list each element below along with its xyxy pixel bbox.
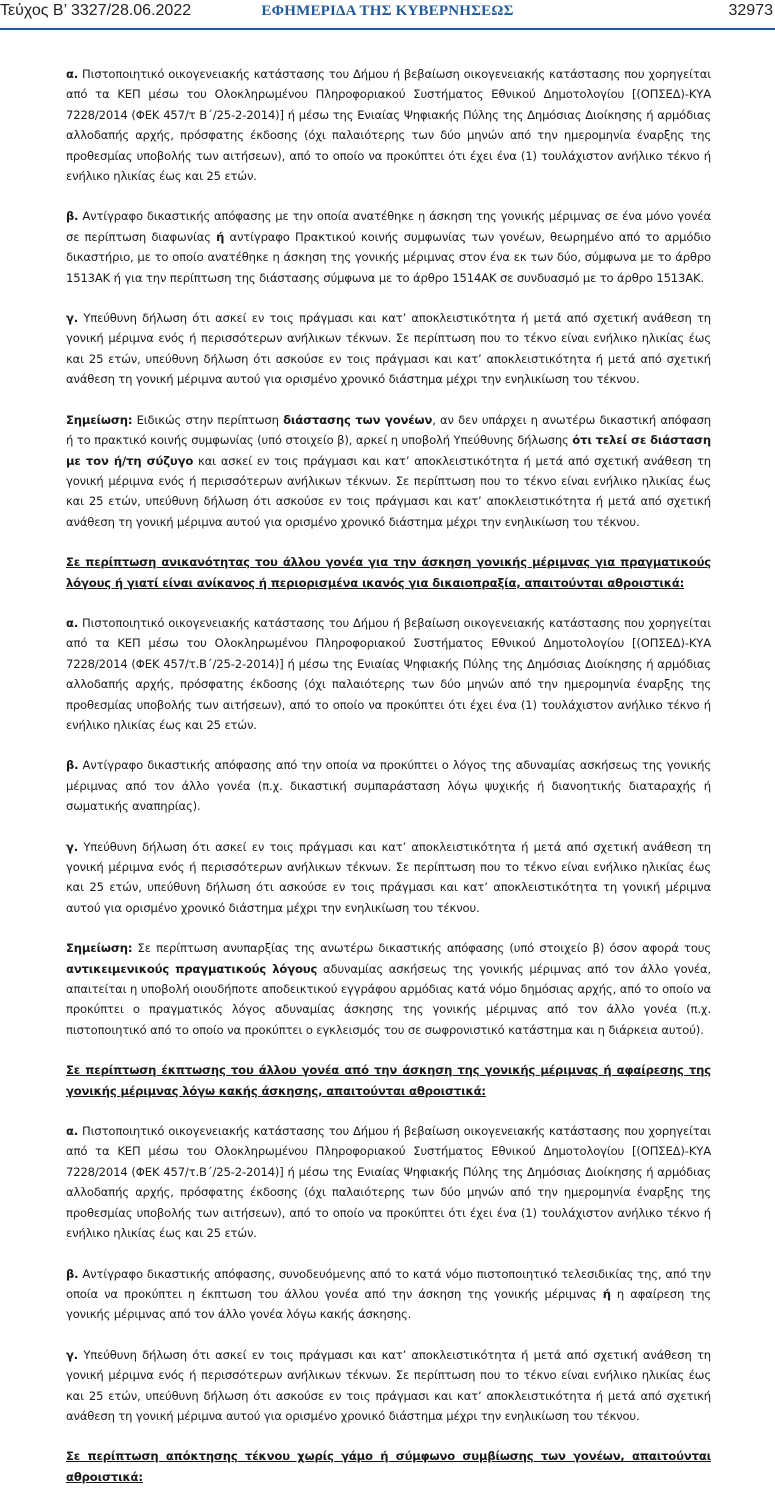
- note-text: Σε περίπτωση ανυπαρξίας της ανωτέρω δικαστικής απόφασης (υπό στοιχείο β) όσον αφορά τους: [132, 941, 711, 956]
- paragraph-item-b: [66, 1264, 711, 1325]
- note-marker: Σημείωση:: [66, 941, 133, 956]
- paragraph-item-a: [66, 1121, 711, 1243]
- document-body: [66, 64, 711, 1507]
- item-text: Υπεύθυνη δήλωση ότι ασκεί εν τοις πράγμασι και κατ’ αποκλειστικότητα ή μετά από σχετική ανάθεση τη γονική μέριμνα ενός ή περισσότερων ανήλικων τέκνων. Σε περίπτωση που το τέκνο είναι ενήλικο ηλικίας έως και 25 ετών, υπεύθυνη δήλωση ότι ασκούσε εν τοις πράγμασι και κατ’ αποκλειστικότητα ή μετά από σχετική ανάθεση τη γονική μέριμνα αυτού για ορισμένο χρονικό διάστημα μέχρι την ενηλικίωση του τέκνου.: [66, 311, 711, 387]
- note-marker: Σημείωση:: [66, 412, 133, 427]
- item-marker: α.: [66, 615, 79, 630]
- item-marker: α.: [66, 1124, 79, 1139]
- paragraph-note: [66, 938, 711, 1040]
- section-heading: Σε περίπτωση ανικανότητας του άλλου γονέα για την άσκηση γονικής μέριμνας για πραγματικούς λόγους ή γιατί είναι ανίκανος ή περιορισμένα ικανός για δικαιοπραξία, απαιτούνται αθροιστικά:: [66, 555, 711, 590]
- emphasis-text: ότι τελεί σε διάσταση με τον ή/τη σύζυγο: [66, 433, 711, 468]
- paragraph-item-c: [66, 837, 711, 919]
- item-marker: β.: [66, 209, 79, 224]
- note-text: αδυναμίας ασκήσεως της γονικής μέριμνας από τον άλλο γονέα, απαιτείται η υποβολή οιουδήποτε αποδεικτικού εγγράφου αρμόδιας κατά νόμο δημόσιας αρχής, από το οποίο να προκύπτει ο πραγματικός λόγος αδυναμίας άσκησης της γονικής μέριμνας από τον άλλο γονέα (π.χ. πιστοποιητικό από το οποίο να προκύπτει ο εγκλεισμός του σε σωφρονιστικό κατάστημα και η διάρκεια αυτού).: [66, 961, 711, 1037]
- emphasis-text: αντικειμενικούς πραγματικούς λόγους: [66, 961, 318, 976]
- item-marker: β.: [66, 758, 79, 773]
- paragraph-item-c: [66, 308, 711, 390]
- emphasis-text: διάστασης των γονέων: [283, 412, 433, 427]
- section-heading: Σε περίπτωση έκπτωσης του άλλου γονέα από την άσκηση της γονικής μέριμνας ή αφαίρεσης της γονικής μέριμνας λόγω κακής άσκησης, απαιτούνται αθροιστικά:: [66, 1063, 711, 1098]
- note-text: και ασκεί εν τοις πράγμασι και κατ’ αποκλειστικότητα ή μετά από σχετική ανάθεση τη γονική μέριμνα ενός ή περισσότερων ανήλικων τέκνων. Σε περίπτωση που το τέκνο είναι ενήλικο ηλικίας έως και 25 ετών, υπεύθυνη δήλωση ότι ασκούσε εν τοις πράγμασι και κατ’ αποκλειστικότητα ή μετά από σχετική ανάθεση τη γονική μέριμνα αυτού για ορισμένο χρονικό διάστημα μέχρι την ενηλικίωση του τέκνου.: [66, 453, 711, 529]
- section-heading: Σε περίπτωση απόκτησης τέκνου χωρίς γάμο ή σύμφωνο συμβίωσης των γονέων, απαιτούνται αθροιστικά:: [66, 1449, 711, 1484]
- item-marker: β.: [66, 1266, 79, 1281]
- paragraph-note: [66, 410, 711, 532]
- emphasis-text: ή: [216, 229, 225, 244]
- note-text: Ειδικώς στην περίπτωση: [132, 412, 284, 427]
- emphasis-text: ή: [602, 1286, 611, 1301]
- item-text: Πιστοποιητικό οικογενειακής κατάστασης του Δήμου ή βεβαίωση οικογενειακής κατάστασης που χορηγείται από τα ΚΕΠ μέσω του Ολοκληρωμένου Πληροφοριακού Συστήματος Εθνικού Δημοτολογίου [(ΟΠΣΕΔ)-ΚΥΑ 7228/2014 (ΦΕΚ 457/τ.Β΄/25-2-2014)] ή μέσω της Ενιαίας Ψηφιακής Πύλης της Δημόσιας Διοίκησης ή αρμόδιας αλλοδαπής αρχής, πρόσφατης έκδοσης (όχι παλαιότερης των δύο μηνών από την ημερομηνία έναρξης της προθεσμίας υποβολής των αιτήσεων), από το οποίο να προκύπτει ότι έχει ένα (1) τουλάχιστον ανήλικο τέκνο ή ενήλικο ηλικίας έως και 25 ετών.: [66, 1124, 711, 1241]
- item-marker: γ.: [66, 311, 79, 326]
- paragraph-item-a: [66, 613, 711, 735]
- paragraph-item-a: [66, 64, 711, 186]
- item-marker: γ.: [66, 1347, 79, 1362]
- paragraph-item-b: [66, 755, 711, 816]
- item-text: αντίγραφο Πρακτικού κοινής συμφωνίας των γονέων, θεωρημένο από το αρμόδιο δικαστήριο, με το οποίο ανατέθηκε η άσκηση της γονικής μέριμνας στον ένα εκ των δύο, σύμφωνα με το άρθρο 1513ΑΚ ή για την περίπτωση της διάστασης σύμφωνα με το άρθρο 1514ΑΚ σε συνδυασμό με το άρθρο 1513ΑΚ.: [66, 229, 711, 285]
- item-marker: γ.: [66, 839, 79, 854]
- page-number: 32973: [728, 2, 773, 19]
- item-text: Πιστοποιητικό οικογενειακής κατάστασης του Δήμου ή βεβαίωση οικογενειακής κατάστασης που χορηγείται από τα ΚΕΠ μέσω του Ολοκληρωμένου Πληροφοριακού Συστήματος Εθνικού Δημοτολογίου [(ΟΠΣΕΔ)-ΚΥΑ 7228/2014 (ΦΕΚ 457/τ.Β΄/25-2-2014)] ή μέσω της Ενιαίας Ψηφιακής Πύλης της Δημόσιας Διοίκησης ή αρμόδιας αλλοδαπής αρχής, πρόσφατης έκδοσης (όχι παλαιότερης των δύο μηνών από την ημερομηνία έναρξης της προθεσμίας υποβολής των αιτήσεων), από το οποίο να προκύπτει ότι έχει ένα (1) τουλάχιστον ανήλικο τέκνο ή ενήλικο ηλικίας έως και 25 ετών.: [66, 615, 711, 732]
- page-header: [0, 0, 775, 30]
- gazette-title: ΕΦΗΜΕΡΙΔΑ ΤΗΣ ΚΥΒΕΡΝΗΣΕΩΣ: [261, 3, 514, 19]
- issue-reference: Τεύχος Β’ 3327/28.06.2022: [0, 2, 192, 19]
- paragraph-item-b: [66, 206, 711, 288]
- item-text: Αντίγραφο δικαστικής απόφασης, συνοδευόμενης από το κατά νόμο πιστοποιητικό τελεσιδικίας της, από την οποία να προκύπτει η έκπτωση του άλλου γονέα από την άσκηση της γονικής μέριμνας: [66, 1266, 711, 1301]
- item-text: Υπεύθυνη δήλωση ότι ασκεί εν τοις πράγμασι και κατ’ αποκλειστικότητα ή μετά από σχετική ανάθεση τη γονική μέριμνα ενός ή περισσότερων ανήλικων τέκνων. Σε περίπτωση που το τέκνο είναι ενήλικο ηλικίας έως και 25 ετών, υπεύθυνη δήλωση ότι ασκούσε εν τοις πράγμασι και κατ’ αποκλειστικότητα τη γονική μέριμνα αυτού για ορισμένο χρονικό διάστημα μέχρι την ενηλικίωση του τέκνου.: [66, 839, 711, 915]
- item-text: Αντίγραφο δικαστικής απόφασης από την οποία να προκύπτει ο λόγος της αδυναμίας ασκήσεως της γονικής μέριμνας από τον άλλο γονέα (π.χ. δικαστική συμπαράσταση λόγω ψυχικής ή διανοητικής διαταραχής ή σωματικής αναπηρίας).: [66, 758, 711, 814]
- paragraph-item-c: [66, 1345, 711, 1427]
- note-text: , αν δεν υπάρχει η ανωτέρω δικαστική απόφαση ή το πρακτικό κοινής συμφωνίας (υπό στοιχείο β), αρκεί η υποβολή Υπεύθυνης δήλωσης: [66, 412, 711, 448]
- item-text: η αφαίρεση της γονικής μέριμνας από τον άλλο γονέα λόγω κακής άσκησης.: [66, 1286, 711, 1322]
- item-text: Αντίγραφο δικαστικής απόφασης με την οποία ανατέθηκε η άσκηση της γονικής μέριμνας σε ένα μόνο γονέα σε περίπτωση διαφωνίας: [66, 209, 711, 244]
- item-text: Πιστοποιητικό οικογενειακής κατάστασης του Δήμου ή βεβαίωση οικογενειακής κατάστασης που χορηγείται από τα ΚΕΠ μέσω του Ολοκληρωμένου Πληροφοριακού Συστήματος Εθνικού Δημοτολογίου [(ΟΠΣΕΔ)-ΚΥΑ 7228/2014 (ΦΕΚ 457/τ Β΄/25-2-2014)] ή μέσω της Ενιαίας Ψηφιακής Πύλης της Δημόσιας Διοίκησης ή αρμόδιας αλλοδαπής αρχής, πρόσφατης έκδοσης (όχι παλαιότερης των δύο μηνών από την ημερομηνία έναρξης της προθεσμίας υποβολής των αιτήσεων), από το οποίο να προκύπτει ότι έχει ένα (1) τουλάχιστον ανήλικο τέκνο ή ενήλικο ηλικίας έως και 25 ετών.: [66, 67, 711, 184]
- item-marker: α.: [66, 67, 79, 81]
- item-text: Υπεύθυνη δήλωση ότι ασκεί εν τοις πράγμασι και κατ’ αποκλειστικότητα ή μετά από σχετική ανάθεση τη γονική μέριμνα ενός ή περισσότερων ανήλικων τέκνων. Σε περίπτωση που το τέκνο είναι ενήλικο ηλικίας έως και 25 ετών, υπεύθυνη δήλωση ότι ασκούσε εν τοις πράγμασι και κατ’ αποκλειστικότητα ή μετά από σχετική ανάθεση τη γονική μέριμνα αυτού για ορισμένο χρονικό διάστημα μέχρι την ενηλικίωση του τέκνου.: [66, 1347, 711, 1423]
